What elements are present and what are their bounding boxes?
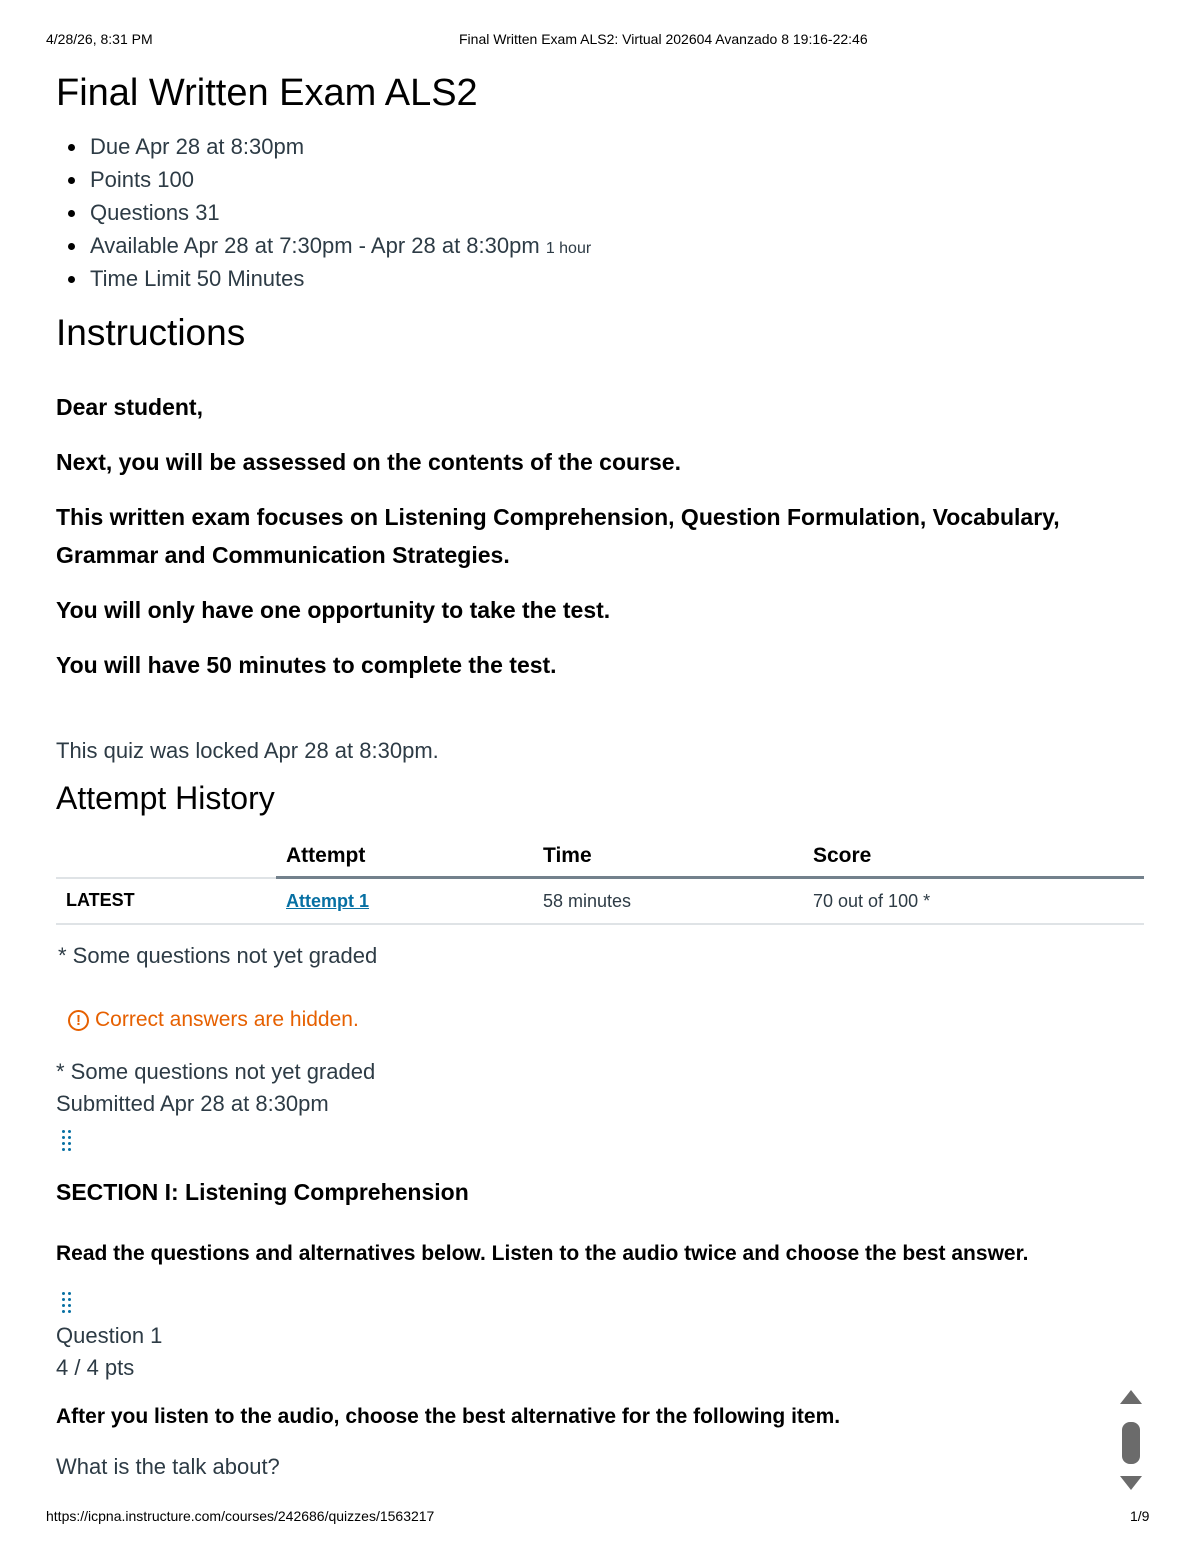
quiz-details-list: [56, 130, 591, 295]
instructions-heading: Instructions: [56, 312, 246, 353]
instructions-paragraph: You will only have one opportunity to take the test.: [56, 597, 611, 623]
column-header-blank: [56, 836, 276, 878]
attempt-cell: [276, 878, 533, 925]
quiz-detail-label: Available: [90, 233, 179, 258]
quiz-detail-value: Apr 28 at 7:30pm - Apr 28 at 8:30pm: [183, 233, 540, 258]
quiz-detail-value: 31: [195, 200, 220, 225]
print-url: https://icpna.instructure.com/courses/242686/quizzes/1563217: [46, 1508, 435, 1524]
instructions-paragraph: This written exam focuses on Listening Comprehension, Question Formulation, Vocabulary, Grammar and Communication Strategies.: [56, 504, 1060, 568]
quiz-detail-questions: [90, 196, 591, 229]
quiz-detail-value: Apr 28 at 8:30pm: [135, 134, 305, 159]
quiz-title: Final Written Exam ALS2: [56, 72, 478, 114]
alert-circle-icon: !: [68, 1010, 89, 1031]
column-header-attempt: Attempt: [276, 836, 533, 878]
quiz-detail-note: 1 hour: [545, 240, 592, 257]
submission-not-graded-note: * Some questions not yet graded: [56, 1059, 376, 1084]
attempt-history-heading: Attempt History: [56, 780, 275, 816]
question-prompt: After you listen to the audio, choose the best alternative for the following item.: [56, 1405, 841, 1428]
attempt-history-table: [56, 836, 1144, 925]
instructions-paragraph: Next, you will be assessed on the contents of the course.: [56, 449, 681, 475]
correct-answers-hidden-text: Correct answers are hidden.: [95, 1008, 359, 1031]
drag-handle-icon[interactable]: [62, 1292, 74, 1314]
quiz-detail-label: Questions: [90, 200, 190, 225]
instructions-paragraph: Dear student,: [56, 394, 203, 420]
section-directions: Read the questions and alternatives below. Listen to the audio twice and choose the best answer.: [56, 1242, 1029, 1265]
submitted-date: Submitted Apr 28 at 8:30pm: [56, 1091, 329, 1116]
question-text: What is the talk about?: [56, 1454, 280, 1479]
table-row: [56, 878, 1144, 925]
attempt-1-link[interactable]: Attempt 1: [286, 890, 370, 911]
column-header-score: Score: [803, 836, 1144, 878]
quiz-detail-value: 100: [157, 167, 194, 192]
correct-answers-hidden-notice: [68, 1008, 359, 1032]
quiz-detail-points: [90, 163, 591, 196]
quiz-detail-value: 50 Minutes: [196, 266, 305, 291]
not-graded-footnote: * Some questions not yet graded: [58, 943, 378, 968]
question-label: Question 1: [56, 1323, 163, 1348]
print-page-number: 1/9: [1130, 1508, 1150, 1524]
scroll-control[interactable]: [1118, 1390, 1144, 1490]
scroll-down-arrow-icon[interactable]: [1120, 1476, 1142, 1490]
quiz-detail-label: Due: [90, 134, 131, 159]
scroll-up-arrow-icon[interactable]: [1120, 1390, 1142, 1404]
column-header-time: Time: [533, 836, 803, 878]
instructions-paragraph: You will have 50 minutes to complete the test.: [56, 652, 557, 678]
quiz-detail-available: [90, 229, 591, 262]
question-points: 4 / 4 pts: [56, 1355, 135, 1380]
quiz-detail-due: [90, 130, 591, 163]
scroll-thumb[interactable]: [1122, 1422, 1140, 1464]
print-datetime: 4/28/26, 8:31 PM: [46, 31, 153, 47]
drag-handle-icon[interactable]: [62, 1130, 74, 1152]
quiz-detail-label: Time Limit: [90, 266, 191, 291]
latest-tag: LATEST: [56, 878, 276, 925]
quiz-detail-time-limit: [90, 262, 591, 295]
quiz-detail-label: Points: [90, 167, 152, 192]
time-cell: 58 minutes: [533, 878, 803, 925]
print-document-title: Final Written Exam ALS2: Virtual 202604 Avanzado 8 19:16-22:46: [459, 31, 868, 47]
score-cell: 70 out of 100 *: [803, 878, 1144, 925]
attempt-history-header-row: [56, 836, 1144, 878]
section-title: SECTION I: Listening Comprehension: [56, 1179, 469, 1205]
quiz-locked-notice: This quiz was locked Apr 28 at 8:30pm.: [56, 738, 439, 763]
